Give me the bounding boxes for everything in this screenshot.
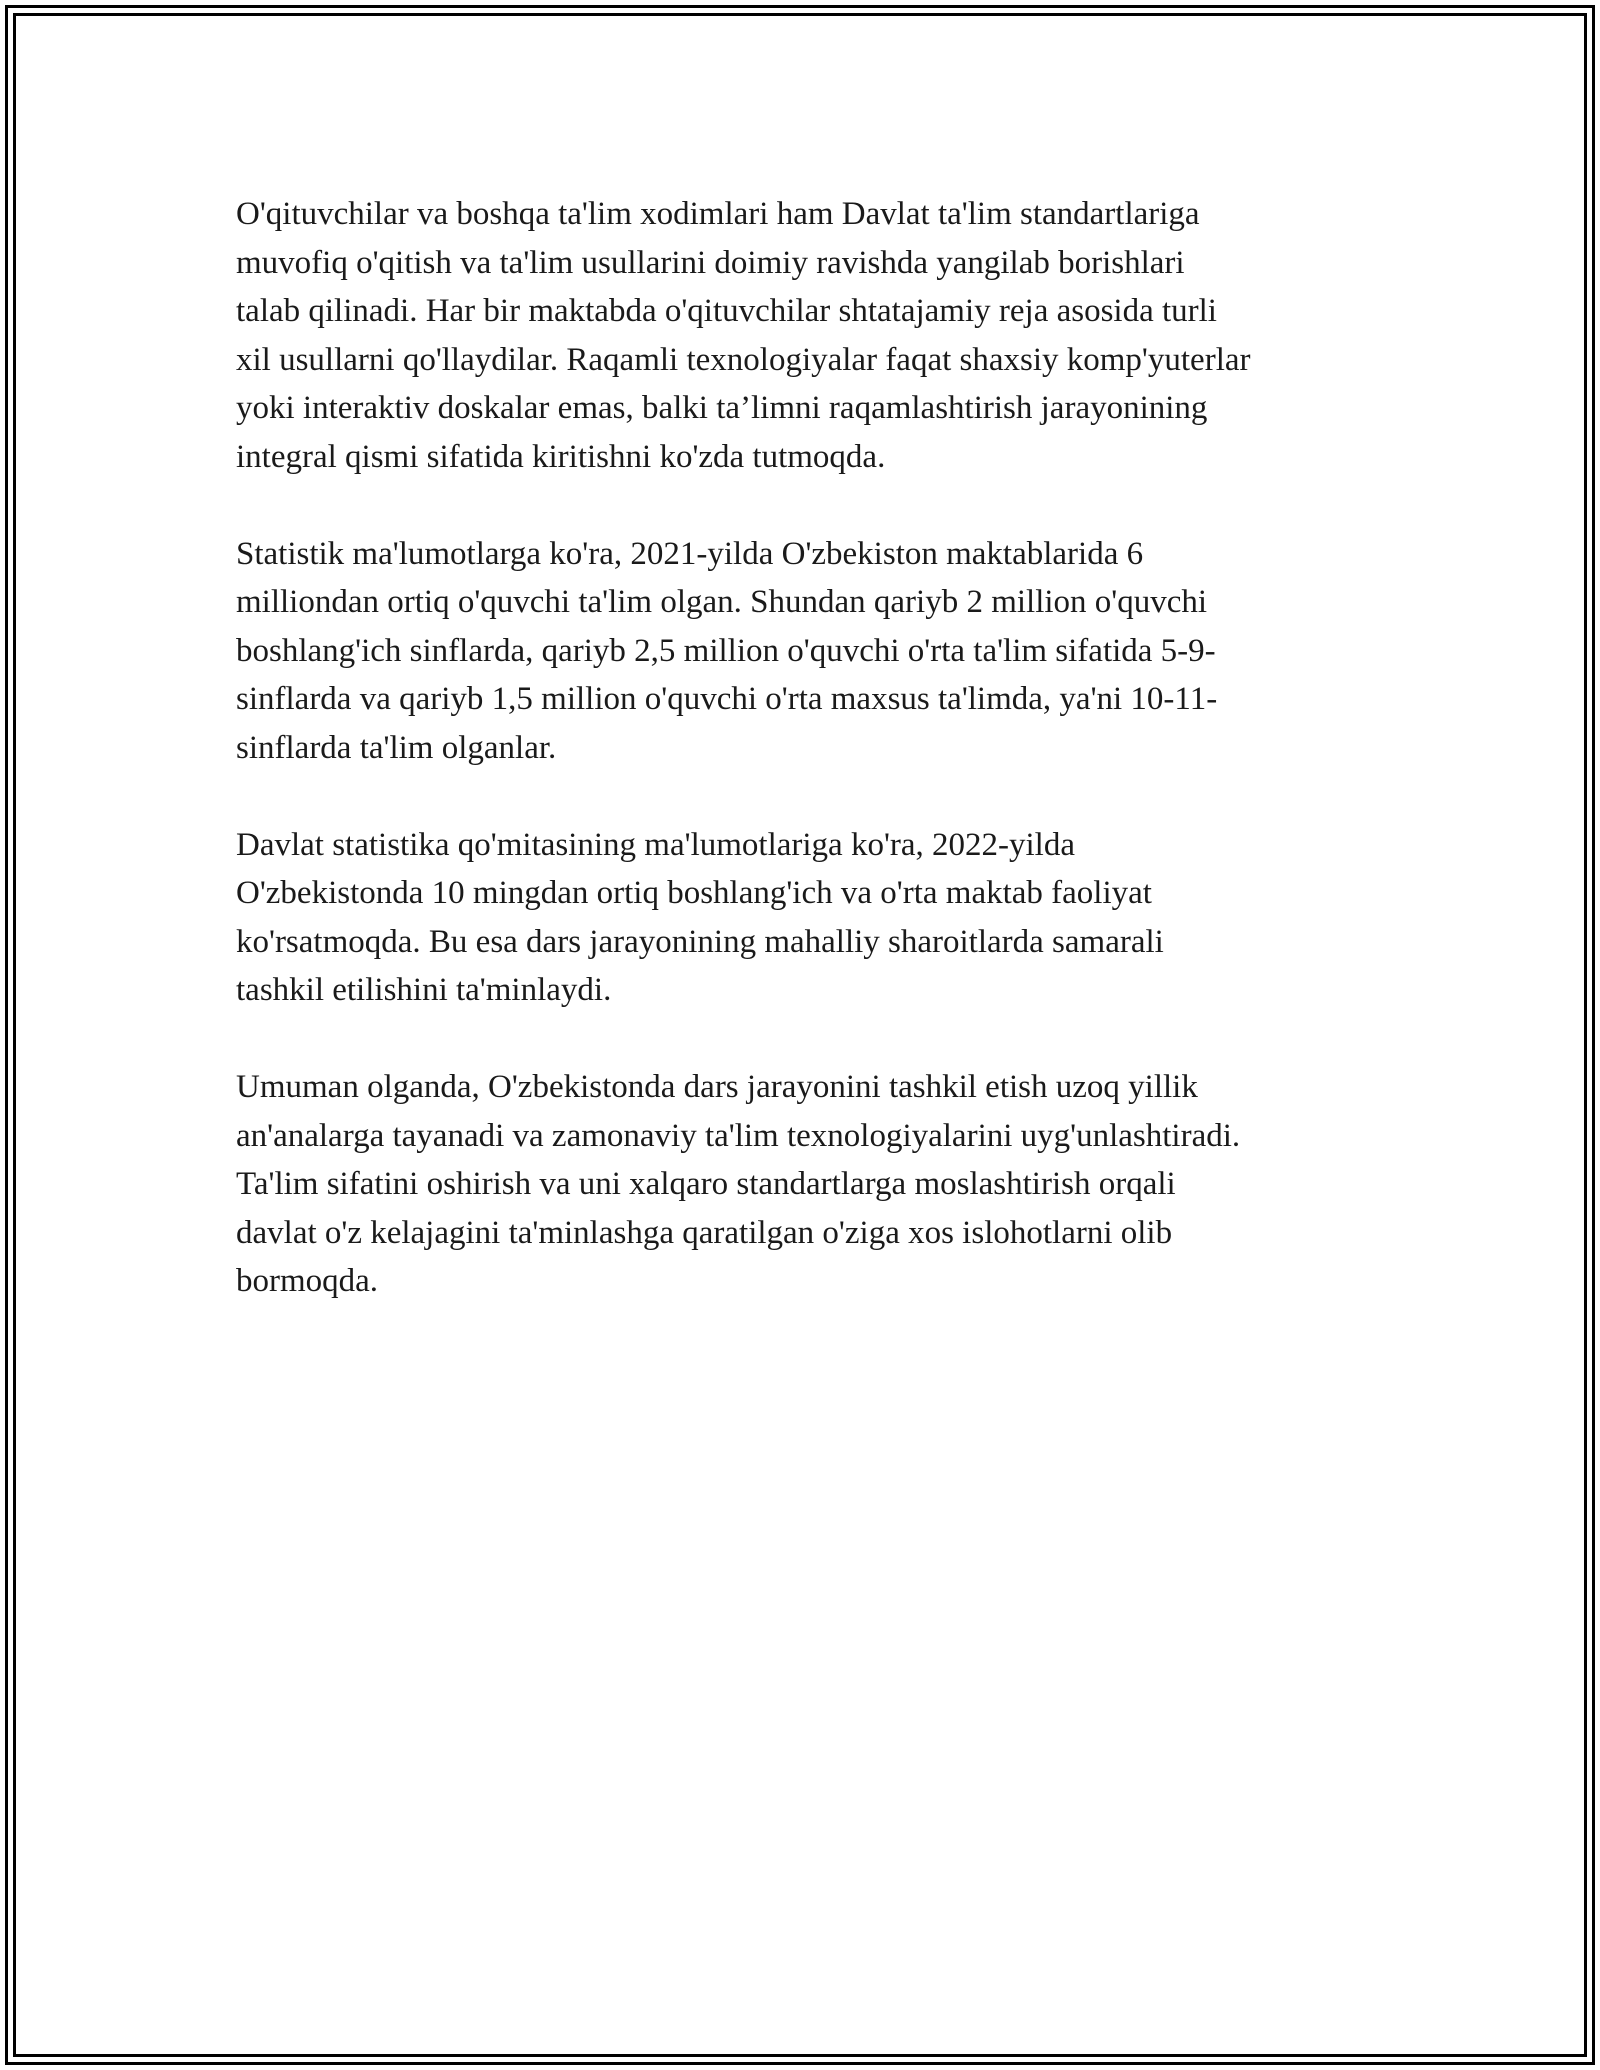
text-line: sinflarda va qariyb 1,5 million o'quvchi o'rta maxsus ta'limda, ya'ni 10-11-: [236, 681, 1218, 717]
text-line: davlat o'z kelajagini ta'minlashga qaratilgan o'ziga xos islohotlarni olib: [236, 1214, 1173, 1251]
text-line: tashkil etilishini ta'minlaydi.: [236, 972, 612, 1008]
text-line: talab qilinadi. Har bir maktabda o'qituvchilar shtatajamiy reja asosida turli: [236, 293, 1217, 329]
paragraph-1: [236, 190, 1396, 481]
text-line: integral qismi sifatida kiritishni ko'zda tutmoqda.: [236, 438, 886, 475]
text-line: Umuman olganda, O'zbekistonda dars jarayonini tashkil etish uzoq yillik: [236, 1069, 1198, 1105]
text-line: Ta'lim sifatini oshirish va uni xalqaro standartlarga moslashtirish orqali: [236, 1166, 1176, 1202]
text-line: boshlang'ich sinflarda, qariyb 2,5 million o'quvchi o'rta ta'lim sifatida 5-9-: [236, 632, 1216, 669]
document-body: [236, 190, 1396, 1354]
text-line: Davlat statistika qo'mitasining ma'lumotlariga ko'ra, 2022-yilda: [236, 826, 1076, 863]
text-line: yoki interaktiv doskalar emas, balki ta’limni raqamlashtirish jarayonining: [236, 390, 1208, 426]
text-line: bormoqda.: [236, 1263, 379, 1299]
text-line: an'analarga tayanadi va zamonaviy ta'lim texnologiyalarini uyg'unlashtiradi.: [236, 1117, 1241, 1154]
text-line: O'qituvchilar va boshqa ta'lim xodimlari ham Davlat ta'lim standartlariga: [236, 196, 1200, 232]
text-line: ko'rsatmoqda. Bu esa dars jarayonining mahalliy sharoitlarda samarali: [236, 923, 1164, 960]
text-line: milliondan ortiq o'quvchi ta'lim olgan. Shundan qariyb 2 million o'quvchi: [236, 584, 1208, 620]
text-line: sinflarda ta'lim olganlar.: [236, 729, 557, 766]
paragraph-3: [236, 821, 1396, 1015]
text-line: Statistik ma'lumotlarga ko'ra, 2021-yilda O'zbekiston maktablarida 6: [236, 535, 1144, 572]
paragraph-4: [236, 1063, 1396, 1306]
text-line: muvofiq o'qitish va ta'lim usullarini doimiy ravishda yangilab borishlari: [236, 244, 1185, 281]
text-line: O'zbekistonda 10 mingdan ortiq boshlang'ich va o'rta maktab faoliyat: [236, 875, 1152, 911]
paragraph-2: [236, 530, 1396, 773]
text-line: xil usullarni qo'llaydilar. Raqamli texnologiyalar faqat shaxsiy komp'yuterlar: [236, 341, 1251, 378]
